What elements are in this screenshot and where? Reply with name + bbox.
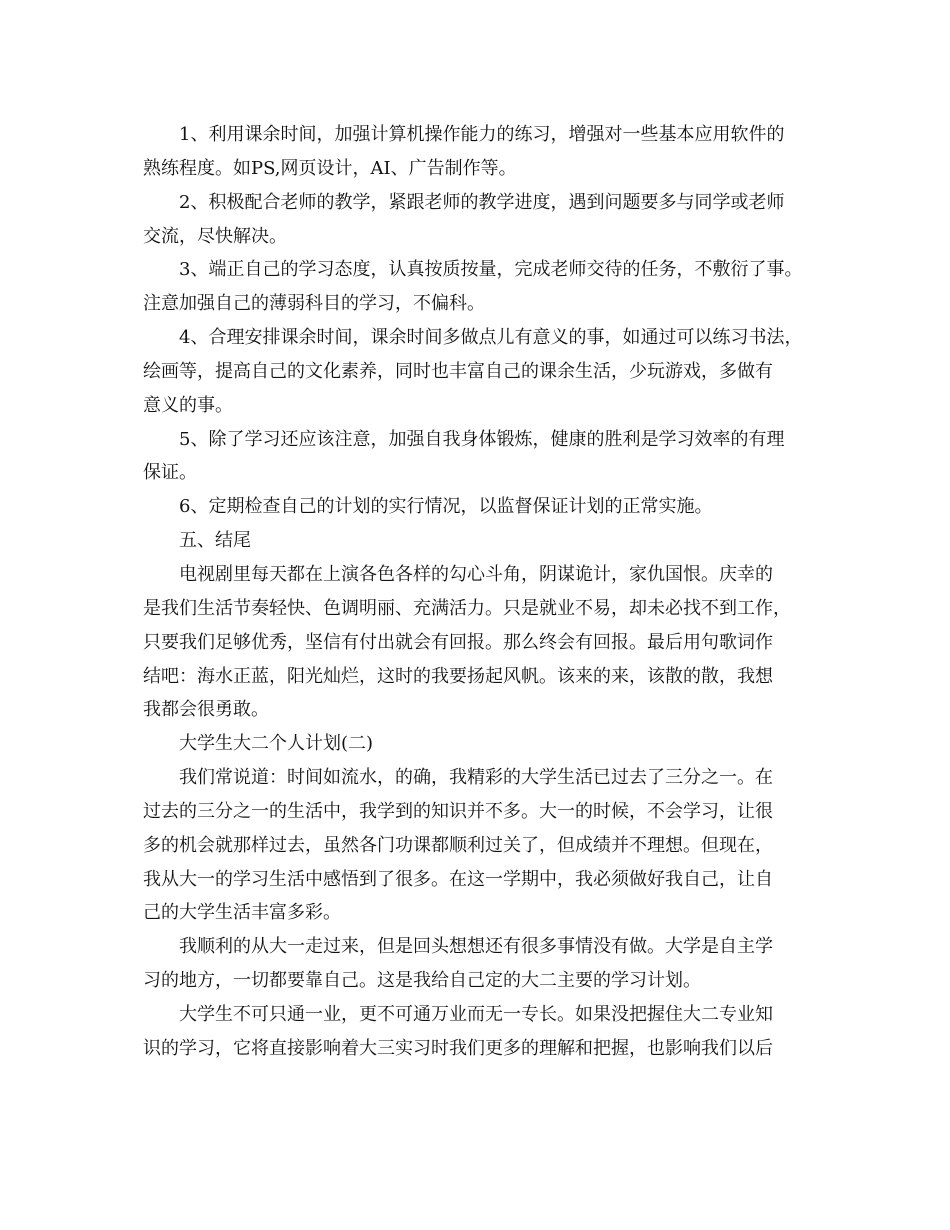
text-line: 我顺利的从大一走过来，但是回头想想还有很多事情没有做。大学是自主学	[179, 936, 773, 958]
text-line: 交流，尽快解决。	[143, 225, 287, 247]
text-line: 熟练程度。如PS,网页设计，AI、广告制作等。	[143, 157, 517, 179]
text-line: 5、除了学习还应该注意，加强自我身体锻炼，健康的胜利是学习效率的有理	[179, 428, 785, 450]
text-line: 3、端正自己的学习态度，认真按质按量，完成老师交待的任务，不敷衍了事。	[179, 259, 803, 281]
text-line: 只要我们足够优秀，坚信有付出就会有回报。那么终会有回报。最后用句歌词作	[143, 631, 773, 653]
text-line: 4、合理安排课余时间，课余时间多做点儿有意义的事，如通过可以练习书法，	[179, 327, 803, 349]
text-line: 过去的三分之一的生活中，我学到的知识并不多。大一的时候，不会学习，让很	[143, 800, 773, 822]
text-line: 己的大学生活丰富多彩。	[143, 902, 341, 924]
text-line: 结吧：海水正蓝，阳光灿烂，这时的我要扬起风帆。该来的来，该散的散，我想	[143, 665, 773, 687]
text-line: 意义的事。	[143, 394, 233, 416]
text-line: 6、定期检查自己的计划的实行情况，以监督保证计划的正常实施。	[179, 496, 713, 518]
text-line: 习的地方，一切都要靠自己。这是我给自己定的大二主要的学习计划。	[143, 970, 701, 992]
text-line: 我们常说道：时间如流水，的确，我精彩的大学生活已过去了三分之一。在	[179, 767, 773, 789]
text-line: 多的机会就那样过去，虽然各门功课都顺利过关了，但成绩并不理想。但现在，	[143, 834, 773, 856]
text-line: 识的学习，它将直接影响着大三实习时我们更多的理解和把握，也影响我们以后	[143, 1037, 773, 1059]
text-line: 是我们生活节奏轻快、色调明丽、充满活力。只是就业不易，却未必找不到工作，	[143, 597, 791, 619]
text-line: 我从大一的学习生活中感悟到了很多。在这一学期中，我必须做好我自己，让自	[143, 868, 773, 890]
text-line: 1、利用课余时间，加强计算机操作能力的练习，增强对一些基本应用软件的	[179, 124, 785, 145]
text-line: 我都会很勇敢。	[143, 699, 269, 721]
text-line: 2、积极配合老师的教学，紧跟老师的教学进度，遇到问题要多与同学或老师	[179, 191, 785, 213]
text-line: 五、结尾	[179, 530, 251, 552]
text-line: 大学生大二个人计划(二)	[179, 733, 374, 755]
text-line: 绘画等，提高自己的文化素养，同时也丰富自己的课余生活，少玩游戏，多做有	[143, 360, 773, 382]
text-line: 保证。	[143, 462, 197, 484]
document-body	[143, 118, 815, 1066]
text-line: 电视剧里每天都在上演各色各样的勾心斗角，阴谋诡计，家仇国恨。庆幸的	[179, 563, 773, 585]
text-line: 注意加强自己的薄弱科目的学习，不偏科。	[143, 293, 485, 315]
text-line: 大学生不可只通一业，更不可通万业而无一专长。如果没把握住大二专业知	[179, 1003, 773, 1025]
